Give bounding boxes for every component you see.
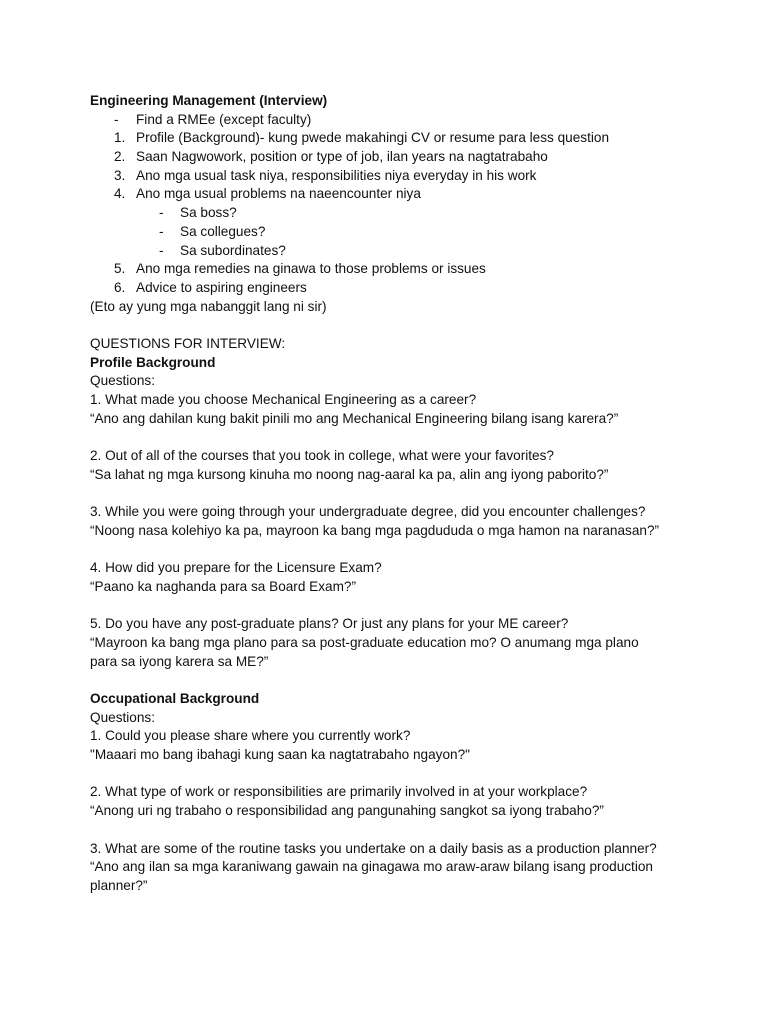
list-item-text: Sa boss? [180,205,237,221]
section-heading-profile: Profile Background [90,354,216,370]
outline-subitem [90,204,690,223]
list-marker: 1. [114,130,126,146]
document-page [90,92,690,896]
list-marker: - [159,242,164,258]
question-tagalog: “Sa lahat ng mga kursong kinuha mo noong nag-aaral ka pa, alin ang iyong paborito?” [90,466,609,482]
list-marker: - [159,223,164,239]
list-item-text: Ano mga usual task niya, responsibilities niya everyday in his work [136,167,537,183]
question-english: 2. Out of all of the courses that you took in college, what were your favorites? [90,448,554,464]
question-tagalog: “Mayroon ka bang mga plano para sa post-graduate education mo? O anumang mga plano [90,634,639,650]
question-tagalog: “Ano ang dahilan kung bakit pinili mo ang Mechanical Engineering bilang isang karera?” [90,410,619,426]
list-marker: 2. [114,149,126,165]
question-english: 1. Could you please share where you currently work? [90,728,411,744]
question-english: 3. While you were going through your undergraduate degree, did you encounter challenges? [90,504,646,520]
question-tagalog: planner?” [90,877,148,893]
question-tagalog: “Anong uri ng trabaho o responsibilidad ang pangunahing sangkot sa iyong trabaho?” [90,803,604,819]
list-item-text: Find a RMEe (except faculty) [136,111,312,127]
list-item-text: Ano mga remedies na ginawa to those problems or issues [136,261,486,277]
section-heading-occupational: Occupational Background [90,691,260,706]
question-tagalog: “Ano ang ilan sa mga karaniwang gawain na ginagawa mo araw-araw bilang isang production [90,859,653,875]
list-marker: - [114,111,119,127]
question-english: 5. Do you have any post-graduate plans? Or just any plans for your ME career? [90,616,569,632]
list-marker: 5. [114,261,126,277]
outline-note: (Eto ay yung mga nabanggit lang ni sir) [90,298,327,314]
list-item-text: Ano mga usual problems na naeencounter niya [136,186,421,202]
outline-item [90,167,690,186]
question-english: 4. How did you prepare for the Licensure Exam? [90,560,382,576]
outline-item [90,129,690,148]
outline-subitem [90,223,690,242]
outline-subitem [90,242,690,261]
question-english: 3. What are some of the routine tasks you undertake on a daily basis as a production planner? [90,840,657,856]
list-item-text: Sa subordinates? [180,242,286,258]
document-title: Engineering Management (Interview) [90,93,328,108]
outline-item [90,148,690,167]
list-marker: - [159,205,164,221]
question-tagalog: "Maaari mo bang ibahagi kung saan ka nagtatrabaho ngayon?" [90,747,470,763]
outline-item [90,260,690,279]
question-tagalog: para sa iyong karera sa ME?” [90,653,269,669]
list-marker: 6. [114,279,126,295]
questions-header: QUESTIONS FOR INTERVIEW: [90,335,286,351]
list-item-text: Advice to aspiring engineers [136,279,307,295]
question-tagalog: “Noong nasa kolehiyo ka pa, mayroon ka bang mga pagdududa o mga hamon na naranasan?” [90,522,660,538]
list-marker: 3. [114,167,126,183]
list-item-text: Saan Nagwowork, position or type of job, ilan years na nagtatrabaho [136,149,548,165]
outline-item [90,279,690,298]
question-english: 1. What made you choose Mechanical Engineering as a career? [90,392,477,407]
question-english: 2. What type of work or responsibilities are primarily involved in at your workplace? [90,784,588,800]
question-tagalog: “Paano ka naghanda para sa Board Exam?” [90,578,357,594]
list-item-text: Profile (Background)- kung pwede makahingi CV or resume para less question [136,130,610,146]
list-marker: 4. [114,186,126,202]
outline-item [90,185,690,204]
outline-intro-item [90,111,690,130]
questions-label: Questions: [90,373,155,389]
list-item-text: Sa collegues? [180,223,266,239]
questions-label: Questions: [90,709,155,725]
